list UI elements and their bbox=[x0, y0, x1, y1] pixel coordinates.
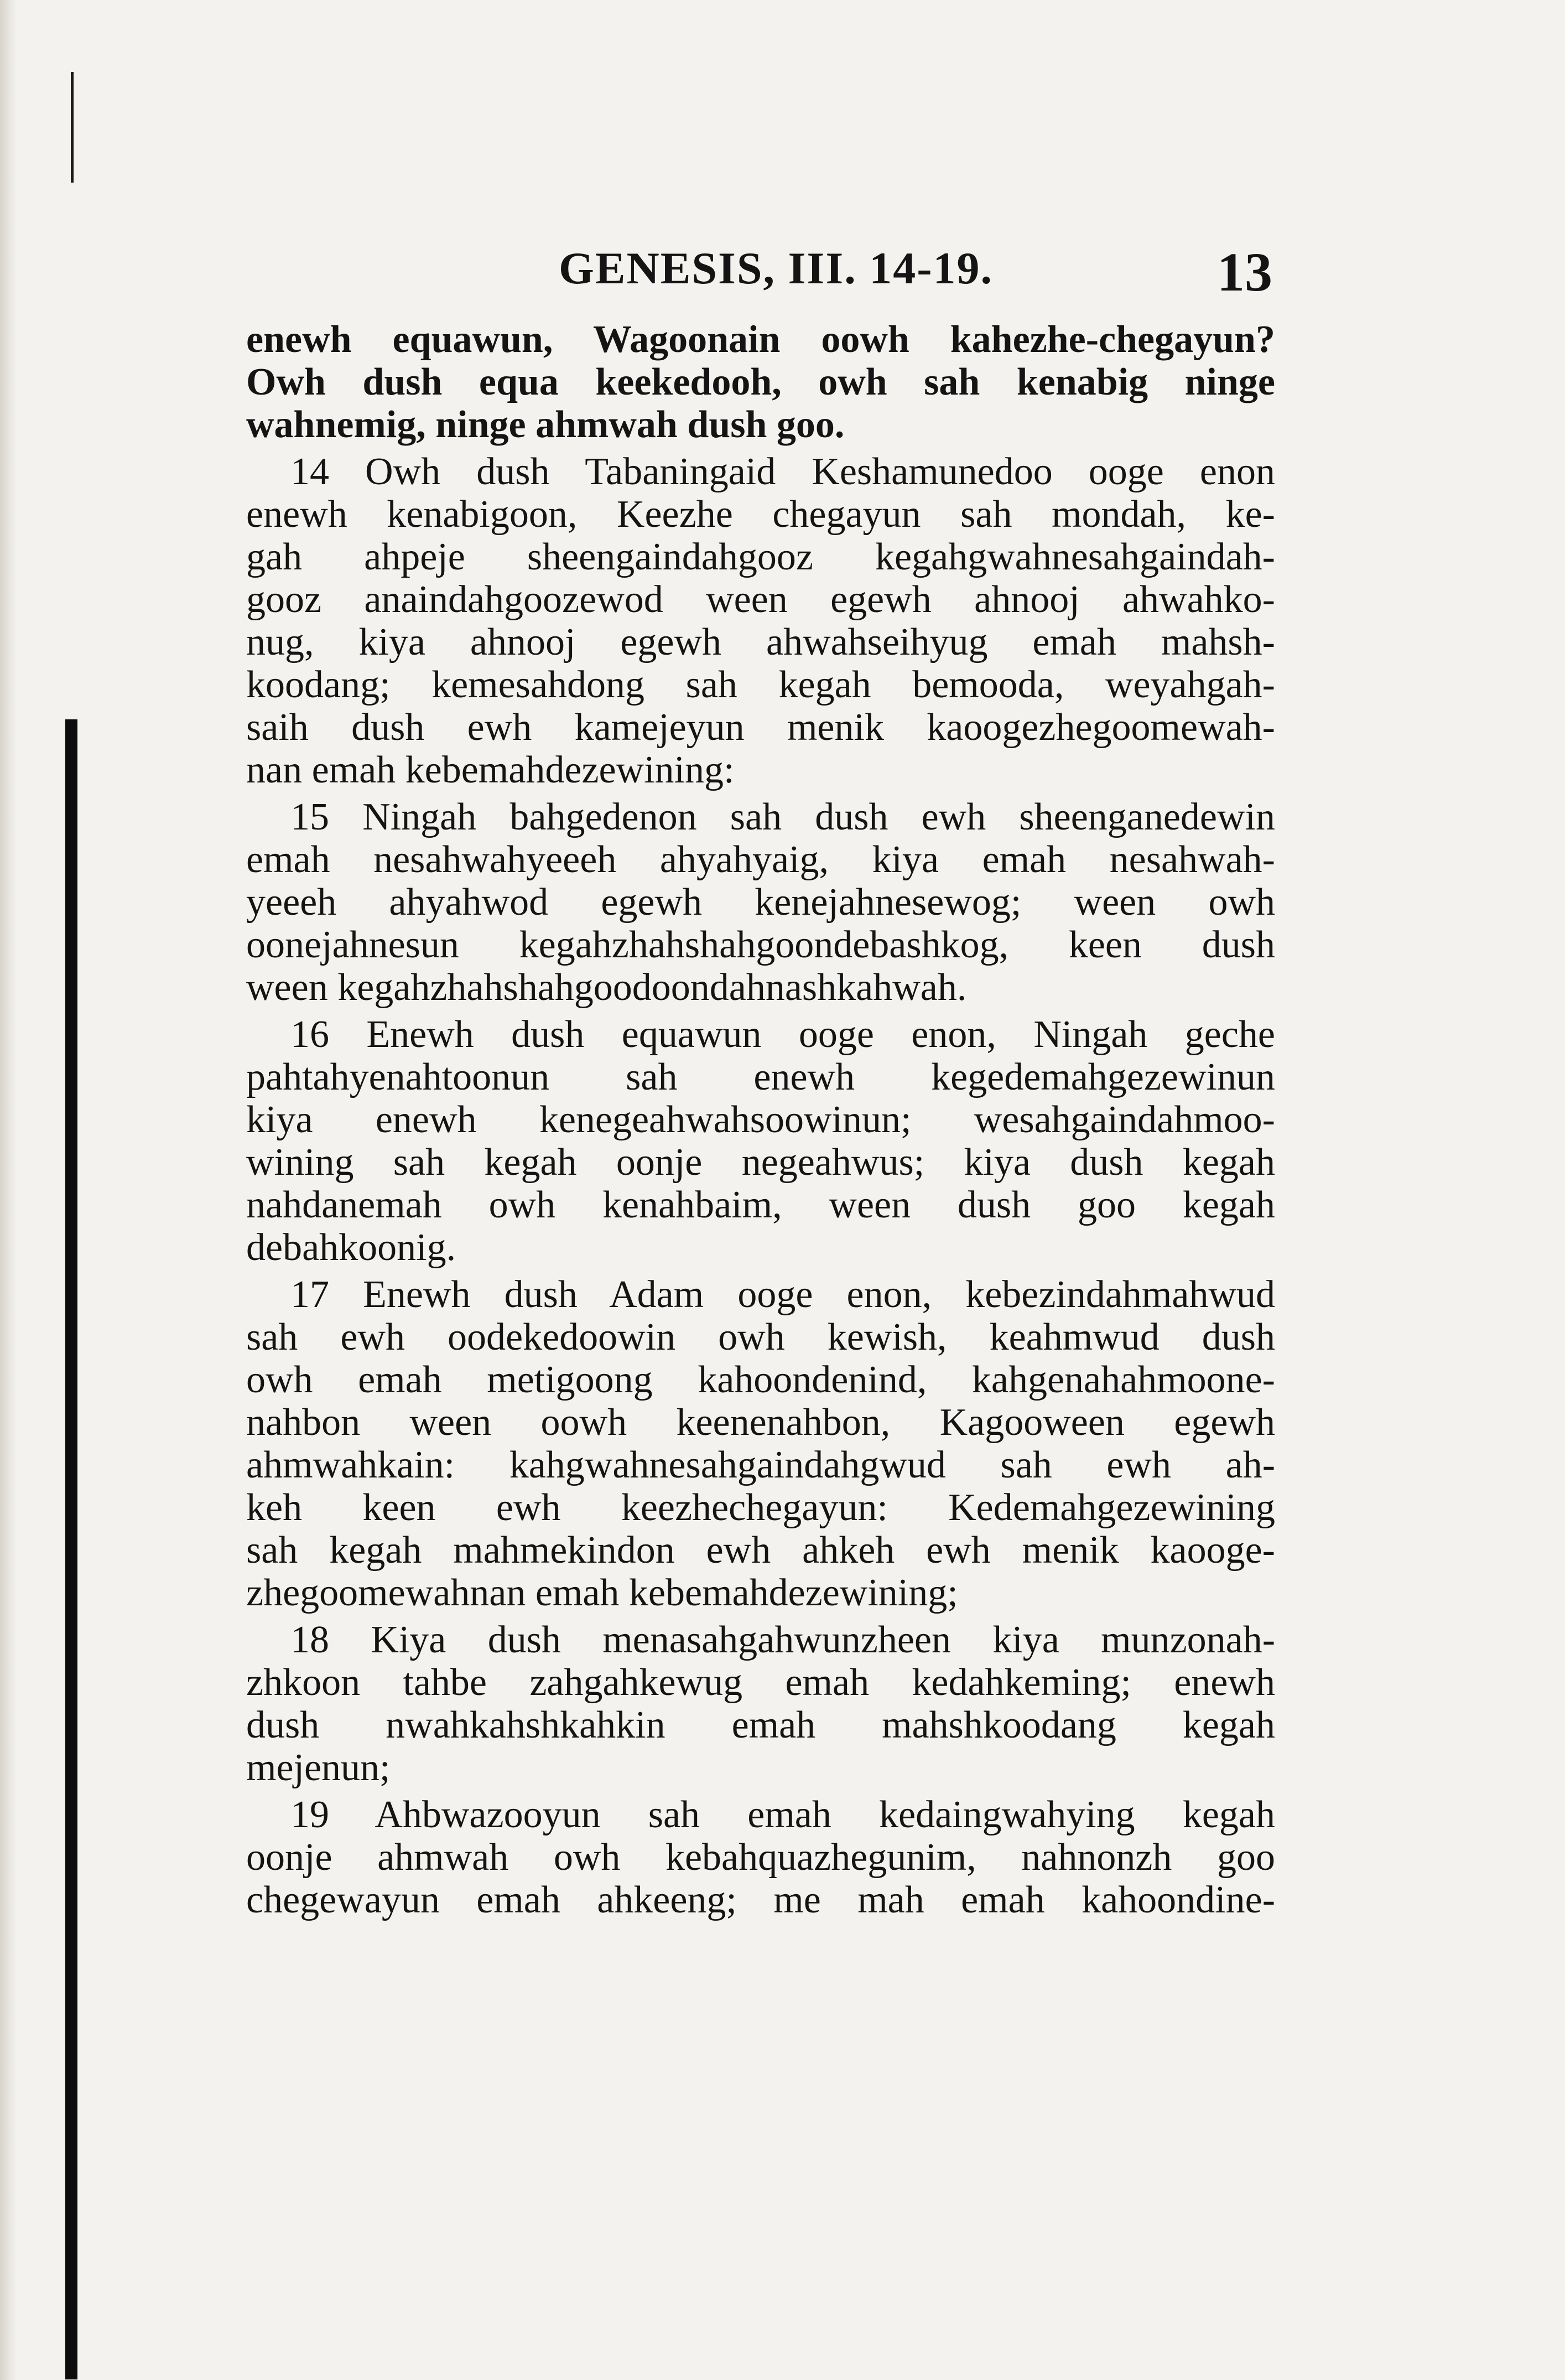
text-line: saih dush ewh kamejeyun menik kaoogezhegoomewah- bbox=[246, 706, 1275, 749]
body-text bbox=[246, 318, 1275, 1921]
text-line: nan emah kebemahdezewining: bbox=[246, 749, 735, 791]
text-line: 14 Owh dush Tabaningaid Keshamunedoo ooge enon bbox=[290, 450, 1275, 493]
text-line: koodang; kemesahdong sah kegah bemooda, weyahgah- bbox=[246, 663, 1275, 706]
text-line: 17 Enewh dush Adam ooge enon, kebezindahmahwud bbox=[290, 1273, 1275, 1316]
text-line: nug, kiya ahnooj egewh ahwahseihyug emah mahsh- bbox=[246, 621, 1275, 663]
text-line: dush nwahkahshkahkin emah mahshkoodang kegah bbox=[246, 1704, 1275, 1746]
text-line: sah kegah mahmekindon ewh ahkeh ewh menik kaooge- bbox=[246, 1529, 1275, 1572]
paragraph-continuation bbox=[246, 318, 1275, 446]
verse-14 bbox=[246, 450, 1275, 791]
text-line: ween kegahzhahshahgoodoondahnashkahwah. bbox=[246, 966, 967, 1009]
text-line: mejenun; bbox=[246, 1746, 391, 1789]
text-line: chegewayun emah ahkeeng; me mah emah kahoondine- bbox=[246, 1879, 1275, 1921]
text-line: wahnemig, ninge ahmwah dush goo. bbox=[246, 403, 845, 446]
text-line: sah ewh oodekedoowin owh kewish, keahmwud dush bbox=[246, 1316, 1275, 1358]
text-line: wining sah kegah oonje negeahwus; kiya dush kegah bbox=[246, 1141, 1275, 1184]
text-line: 16 Enewh dush equawun ooge enon, Ningah geche bbox=[290, 1013, 1275, 1056]
text-line: nahdanemah owh kenahbaim, ween dush goo kegah bbox=[246, 1184, 1275, 1226]
text-line: zhkoon tahbe zahgahkewug emah kedahkeming; enewh bbox=[246, 1661, 1275, 1704]
text-line: yeeeh ahyahwod egewh kenejahnesewog; ween owh bbox=[246, 881, 1275, 924]
text-line: gooz anaindahgoozewod ween egewh ahnooj ahwahko- bbox=[246, 578, 1275, 621]
verse-18 bbox=[246, 1619, 1275, 1789]
binding-shadow bbox=[65, 719, 77, 2379]
text-line: Owh dush equa keekedooh, owh sah kenabig ninge bbox=[246, 361, 1275, 403]
text-line: owh emah metigoong kahoondenind, kahgenahahmoone- bbox=[246, 1358, 1275, 1401]
binding-mark-top bbox=[71, 72, 74, 183]
text-line: gah ahpeje sheengaindahgooz kegahgwahnesahgaindah- bbox=[246, 536, 1275, 578]
text-line: zhegoomewahnan emah kebemahdezewining; bbox=[246, 1572, 958, 1614]
text-line: enewh kenabigoon, Keezhe chegayun sah mondah, ke- bbox=[246, 493, 1275, 536]
text-line: 18 Kiya dush menasahgahwunzheen kiya munzonah- bbox=[290, 1619, 1275, 1661]
text-line: emah nesahwahyeeeh ahyahyaig, kiya emah nesahwah- bbox=[246, 838, 1275, 881]
verse-19 bbox=[246, 1793, 1275, 1921]
text-line: 15 Ningah bahgedenon sah dush ewh sheenganedewin bbox=[290, 796, 1275, 838]
text-line: ahmwahkain: kahgwahnesahgaindahgwud sah ewh ah- bbox=[246, 1444, 1275, 1486]
text-line: pahtahyenahtoonun sah enewh kegedemahgezewinun bbox=[246, 1056, 1275, 1098]
text-line: oonejahnesun kegahzhahshahgoondebashkog, keen dush bbox=[246, 924, 1275, 966]
text-line: enewh equawun, Wagoonain oowh kahezhe-chegayun? bbox=[246, 318, 1275, 361]
page-number: 13 bbox=[1217, 241, 1272, 303]
verse-17 bbox=[246, 1273, 1275, 1614]
text-line: nahbon ween oowh keenenahbon, Kagooween egewh bbox=[246, 1401, 1275, 1444]
running-head: GENESIS, III. 14-19. bbox=[559, 243, 994, 293]
text-line: oonje ahmwah owh kebahquazhegunim, nahnonzh goo bbox=[246, 1836, 1275, 1879]
verse-15 bbox=[246, 796, 1275, 1009]
text-line: kiya enewh kenegeahwahsoowinun; wesahgaindahmoo- bbox=[246, 1098, 1275, 1141]
text-line: 19 Ahbwazooyun sah emah kedaingwahying kegah bbox=[290, 1793, 1275, 1836]
text-line: keh keen ewh keezhechegayun: Kedemahgezewining bbox=[246, 1486, 1275, 1529]
page-edge bbox=[0, 0, 17, 2380]
verse-16 bbox=[246, 1013, 1275, 1269]
text-line: debahkoonig. bbox=[246, 1226, 456, 1269]
page-header bbox=[559, 242, 1272, 303]
